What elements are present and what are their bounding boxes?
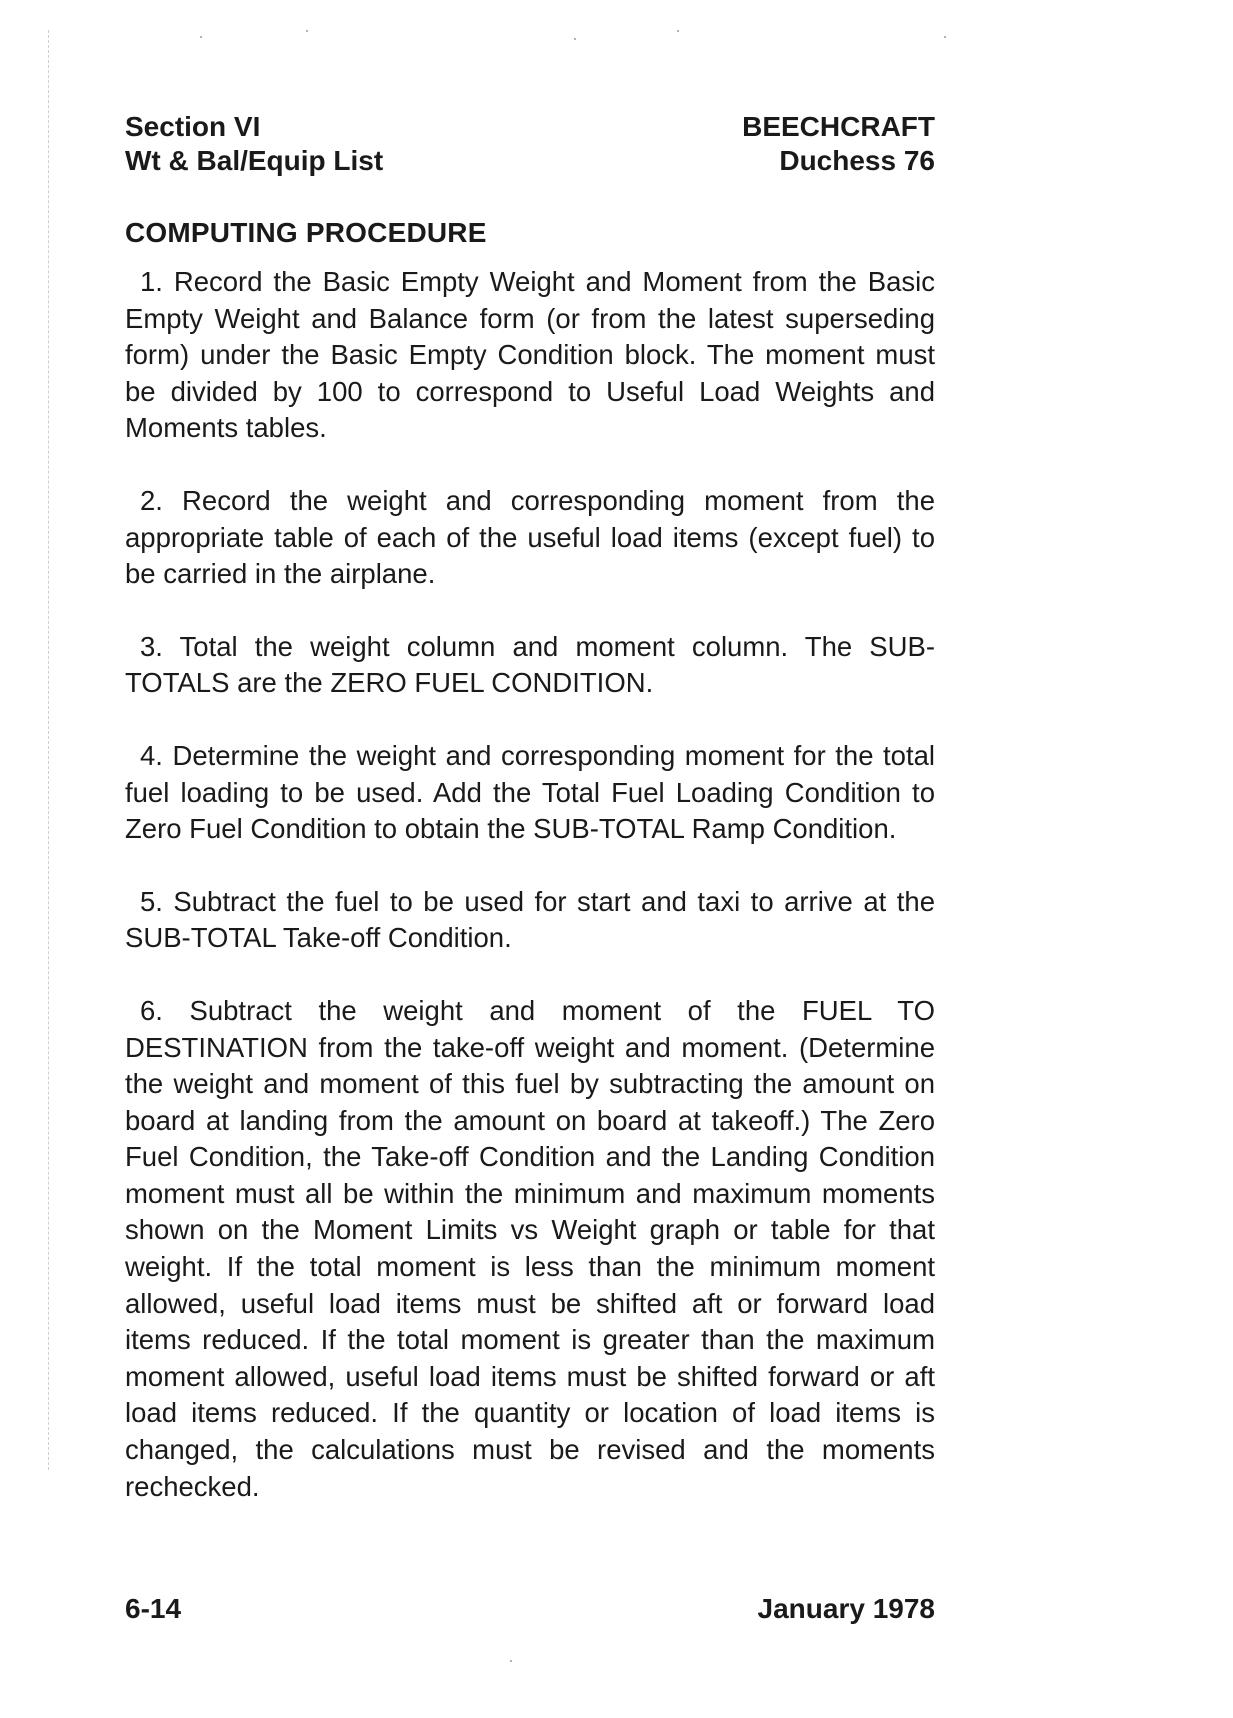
procedure-step-2: 2. Record the weight and corresponding moment from the appropriate table of each of the useful load items (except fuel) to be carried in the airplane. bbox=[125, 484, 935, 590]
procedure-step-4: 4. Determine the weight and corresponding moment for the total fuel loading to be used. Add the Total Fuel Loading Condition to Zero Fuel Condition to obtain the SUB-TOTAL Ramp Condition. bbox=[125, 739, 935, 845]
procedure-step-3: 3. Total the weight column and moment column. The SUB-TOTALS are the ZERO FUEL CONDITION. bbox=[125, 630, 935, 699]
procedure-steps bbox=[125, 264, 935, 1505]
section-label bbox=[125, 110, 383, 178]
procedure-step-1: 1. Record the Basic Empty Weight and Moment from the Basic Empty Weight and Balance form (or from the latest superseding form) under the Basic Empty Condition block. The moment must be divided by 100 to correspond to Useful Load Weights and Moments tables. bbox=[125, 266, 935, 444]
scan-edge-mark bbox=[48, 30, 49, 1470]
scan-speck bbox=[574, 38, 576, 40]
scan-speck bbox=[944, 36, 946, 38]
page-number: 6-14 bbox=[125, 1593, 182, 1624]
aircraft-label bbox=[742, 110, 935, 178]
scan-speck bbox=[510, 1660, 512, 1662]
section-name: Wt & Bal/Equip List bbox=[125, 145, 384, 176]
procedure-title: COMPUTING PROCEDURE bbox=[125, 217, 487, 248]
scan-speck bbox=[200, 36, 202, 38]
manufacturer: BEECHCRAFT bbox=[742, 111, 935, 142]
procedure-step-6: 6. Subtract the weight and moment of the FUEL TO DESTINATION from the take-off weight and moment. (Determine the weight and moment of this fuel by subtracting the amount on board at landing from the amount on board at takeoff.) The Zero Fuel Condition, the Take-off Condition and the Landing Condition moment must all be within the minimum and maximum moments shown on the Moment Limits vs Weight graph or table for that weight. If the total moment is less than the minimum moment allowed, useful load items must be shifted aft or forward load items reduced. If the total moment is greater than the maximum moment allowed, useful load items must be shifted forward or aft load items reduced. If the quantity or location of load items is changed, the calculations must be revised and the moments rechecked. bbox=[125, 994, 935, 1502]
scan-speck bbox=[677, 30, 679, 32]
scan-speck bbox=[306, 30, 308, 32]
revision-date: January 1978 bbox=[757, 1593, 935, 1624]
section-number: Section VI bbox=[125, 111, 261, 142]
aircraft-model: Duchess 76 bbox=[779, 145, 935, 176]
procedure-step-5: 5. Subtract the fuel to be used for start and taxi to arrive at the SUB-TOTAL Take-off Condition. bbox=[125, 885, 935, 954]
